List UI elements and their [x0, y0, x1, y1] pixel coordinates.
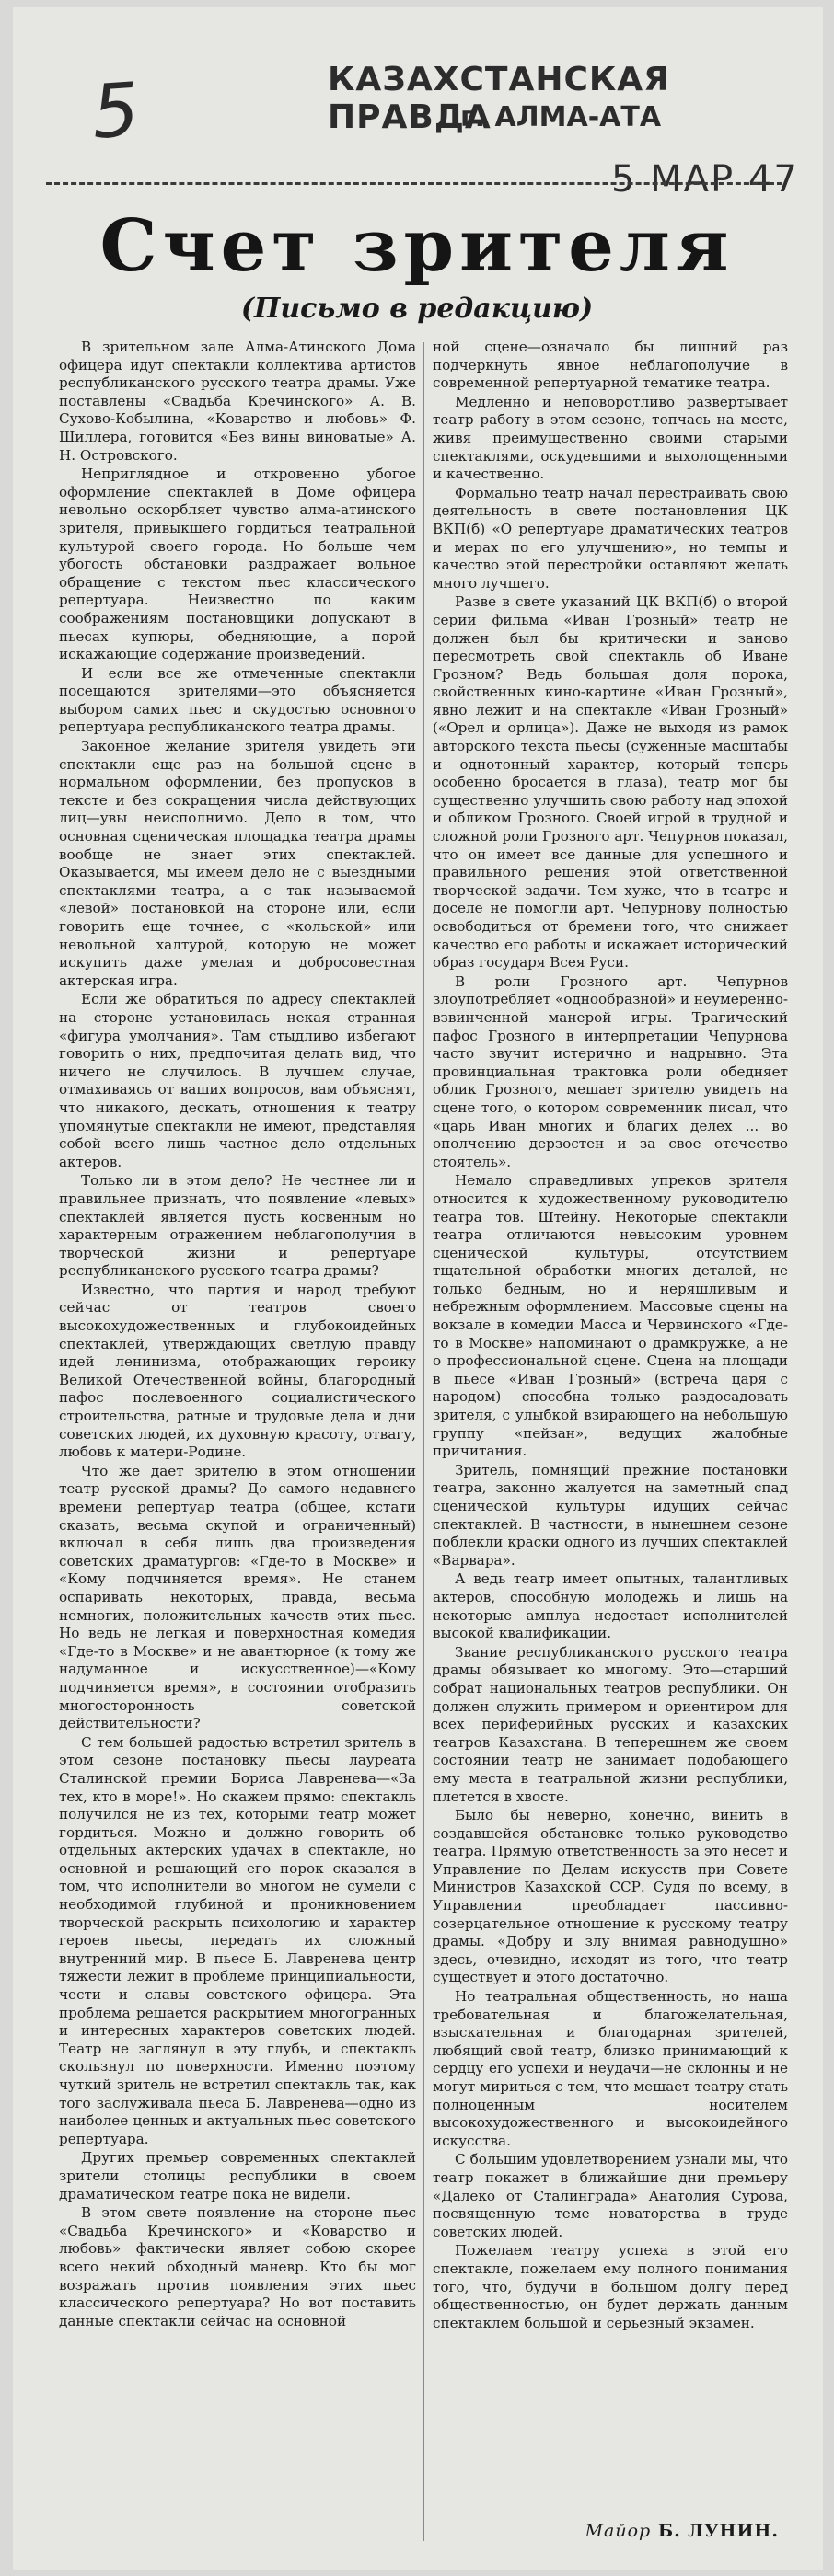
paragraph: Если же обратиться по адресу спектаклей на стороне установилась некая странная «фигура умолчания». Там стыдливо избегают говорить о них, предпочитая делать вид, что ничего не случилось. В лучшем случае, отмахиваясь от ваших вопросов, вам объяснят, что никакого, дескать, отношения к театру упомянутые спектакли не имеют, представляя собой всего лишь частное дело отдельных актеров.	[59, 991, 416, 1170]
paragraph: Немало справедливых упреков зрителя относится к художественному руководителю театра тов. Штейну. Некоторые спектакли театра отличаются невысоким уровнем сценической культуры, отсутствием тщательной обработки многих деталей, не только бедным, но и неряшливым и небрежным оформлением. Массовые сцены на вокзале в комедии Масса и Червинского «Где-то в Москве» напоминают о драмкружке, а не о профессиональной сцене. Сцена на площади в пьесе «Иван Грозный» (встреча царя с народом) способна только раздосадовать зрителя, с улыбкой взирающего на небольшую группу «пейзан», ведущих жалобные причитания.	[433, 1172, 788, 1460]
column-divider	[423, 342, 424, 2541]
city-label: г. АЛМА-АТА	[460, 101, 662, 133]
paragraph: Зритель, помнящий прежние постановки театра, законно жалуется на заметный спад сценической культуры идущих сейчас спектаклей. В частности, в нынешнем сезоне поблекли краски одного из лучших спектаклей «Варвара».	[433, 1461, 788, 1569]
paragraph: В роли Грозного арт. Чепурнов злоупотребляет «однообразной» и неумеренно-взвинченной манерой игры. Трагический пафос Грозного в интерпретации Чепурнова часто звучит истерично и надрывно. Эта провинциальная трактовка роли обедняет облик Грозного, мешает зрителю увидеть на сцене того, о котором современник писал, что «царь Иван многих и благих делех ... во ополчению дерзостен и за свое отечество стоятель».	[433, 972, 788, 1170]
article-subtitle: (Письмо в редакцию)	[240, 293, 594, 325]
paragraph: С большим удовлетворением узнали мы, что театр покажет в ближайшие дни премьеру «Далеко от Сталинграда» Анатолия Сурова, посвященную теме новаторства в труде советских людей.	[433, 2151, 788, 2240]
paragraph: А ведь театр имеет опытных, талантливых актеров, способную молодежь и лишь на некоторые амплуа недостает исполнителей высокой квалификации.	[433, 1570, 788, 1642]
paragraph: В зрительном зале Алма-Атинского Дома офицера идут спектакли коллектива артистов республиканского русского театра драмы. Уже поставлены «Свадьба Кречинского» А. В. Сухово-Кобылина, «Коварство и любовь» Ф. Шиллера, готовится «Без вины виноватые» А. Н. Островского.	[59, 339, 416, 464]
paragraph: С тем большей радостью встретил зритель в этом сезоне постановку пьесы лауреата Сталинской премии Бориса Лавренева—«За тех, кто в море!». Но скажем прямо: спектакль получился не из тех, которыми театр может гордиться. Можно и должно говорить об отдельных актерских удачах в спектакле, но основной и решающий его порок сказался в том, что исполнители во многом не сумели с необходимой глубиной и проникновением творческой раскрыть психологию и характер героев пьесы, передать их сложный внутренний мир. В пьесе Б. Лавренева центр тяжести лежит в проблеме принципиальности, чести и славы советского офицера. Эта проблема решается раскрытием многогранных и интересных характеров советских людей. Театр не заглянул в эту глубь, и спектакль скользнул по поверхности. Именно поэтому чуткий зритель не встретил спектакль так, как того заслуживала пьеса Б. Лавренева—одно из наиболее ценных и актуальных пьес советского репертуара.	[59, 1733, 416, 2147]
paragraph: Медленно и неповоротливо развертывает театр работу в этом сезоне, топчась на месте, живя преимущественно своими старыми спектаклями, оскудевшими и выхолощенными и качественно.	[433, 393, 788, 483]
author-name: Б. ЛУНИН.	[657, 2521, 779, 2541]
article-title: Счет зрителя	[99, 204, 735, 288]
paragraph: И если все же отмеченные спектакли посещаются зрителями—это объясняется выбором самих пьес и скудостью основного репертуара республиканского театра драмы.	[59, 664, 416, 736]
author-signature	[585, 2521, 779, 2541]
paragraph: Звание республиканского русского театра драмы обязывает ко многому. Это—старший собрат национальных театров республики. Он должен служить примером и ориентиром для всех периферийных русских и казахских театров Казахстана. В теперешнем же своем состоянии театр не занимает подобающего ему места в театральной жизни республики, плетется в хвосте.	[433, 1643, 788, 1805]
right-column	[433, 339, 788, 2333]
paragraph: Законное желание зрителя увидеть эти спектакли еще раз на большой сцене в нормальном оформлении, без пропусков в тексте и без сокращения числа действующих лиц—увы неисполнимо. Дело в том, что основная сценическая площадка театра драмы вообще не знает этих спектаклей. Оказывается, мы имеем дело не с выездными спектаклями театра, а с так называемой «левой» постановкой на стороне или, если говорить еще точнее, с «кольской» или невольной халтурой, которую не может искупить даже умелая и добросовестная актерская игра.	[59, 738, 416, 989]
paragraph: Было бы неверно, конечно, винить в создавшейся обстановке только руководство театра. Прямую ответственность за это несет и Управление по Делам искусств при Совете Министров Казахской ССР. Судя по всему, в Управлении преобладает пассивно-созерцательное отношение к русскому театру драмы. «Добру и злу внимая равнодушно» здесь, очевидно, исходят из того, что театр существует и этого достаточно.	[433, 1807, 788, 1986]
author-rank: Майор	[585, 2521, 652, 2541]
paragraph: Разве в свете указаний ЦК ВКП(б) о второй серии фильма «Иван Грозный» театр не должен был бы критически и заново пересмотреть свой спектакль об Иване Грозном? Ведь большая доля порока, свойственных кино-картине «Иван Грозный», явно лежит и на спектакле «Иван Грозный» («Орел и орлица»). Даже не выходя из рамок авторского текста пьесы (суженные масштабы и однотонный характер, который теперь особенно бросается в глаза), театр мог бы существенно улучшить свою работу над эпохой и обликом Грозного. Своей игрой в трудной и сложной роли Грозного арт. Чепурнов показал, что он имеет все данные для успешного и правильного решения этой ответственной творческой задачи. Тем хуже, что в театре и доселе не помогли арт. Чепурнову полностью освободиться от бремени того, что снижает качество его работы и искажает исторический образ государя Всея Руси.	[433, 593, 788, 972]
paragraph: Неприглядное и откровенно убогое оформление спектаклей в Доме офицера невольно оскорбляет чувство алма-атинского зрителя, привыкшего гордиться театральной культурой своего города. Но больше чем убогость обстановки раздражает вольное обращение с текстом пьес классического репертуара. Неизвестно по каким соображениям постановщики допускают в пьесах купюры, обедняющие, а порой искажающие содержание произведений.	[59, 466, 416, 663]
date-stamp: 5 МАР 47	[611, 158, 799, 201]
left-column	[59, 339, 416, 2331]
paragraph: ной сцене—означало бы лишний раз подчеркнуть явное неблагополучие в современной репертуарной тематике театра.	[433, 339, 788, 392]
paragraph: Известно, что партия и народ требуют сейчас от театров своего высокохудожественных и глубокоидейных спектаклей, утверждающих светлую правду идей ленинизма, отображающих героику Великой Отечественной войны, благородный пафос послевоенного социалистического строительства, ратные и трудовые дела и дни советских людей, их духовную красоту, отвагу, любовь к матери-Родине.	[59, 1281, 416, 1461]
paragraph: Но театральная общественность, но наша требовательная и благожелательная, взыскательная и благодарная зрителей, любящий свой театр, близко принимающий к сердцу его успехи и неудачи—не склонны и не могут мириться с тем, что мешает театру стать полноценным носителем высокохудожественного и высокоидейного искусства.	[433, 1988, 788, 2149]
paragraph: Других премьер современных спектаклей зрители столицы республики в своем драматическом театре пока не видели.	[59, 2149, 416, 2202]
paragraph: Только ли в этом дело? Не честнее ли и правильнее признать, что появление «левых» спектаклей является пусть косвенным но характерным отражением неблагополучия в творческой жизни и репертуаре республиканского русского театра драмы?	[59, 1172, 416, 1280]
paragraph: Формально театр начал перестраивать свою деятельность в свете постановления ЦК ВКП(б) «О репертуаре драматических театров и мерах по его улучшению», но темпы и качество этой перестройки оставляют желать много лучшего.	[433, 484, 788, 592]
handwritten-page-number: 5	[88, 66, 143, 155]
paragraph: Пожелаем театру успеха в этой его спектакле, пожелаем ему полного понимания того, что, будучи в большом долгу перед общественностью, он будет держать данным спектаклем большой и серьезный экзамен.	[433, 2242, 788, 2331]
header-divider	[46, 182, 782, 185]
paragraph: Что же дает зрителю в этом отношении театр русской драмы? До самого недавнего времени репертуар театра (общее, кстати сказать, весьма скупой и ограниченный) включал в себя лишь два произведения советских драматургов: «Где-то в Москве» и «Кому подчиняется время». Не станем оспаривать некоторых, правда, весьма немногих, положительных качеств этих пьес. Но ведь не легкая и поверхностная комедия «Где-то в Москве» и не авантюрное (к тому же надуманное и искусственное)—«Кому подчиняется время», в состоянии отобразить многосторонность советской действительности?	[59, 1462, 416, 1732]
paragraph: В этом свете появление на стороне пьес «Свадьба Кречинского» и «Коварство и любовь» фактически являет собою скорее всего некий обходный маневр. Кто бы мог возражать против появления этих пьес классического репертуара? Но вот поставить данные спектакли сейчас на основной	[59, 2204, 416, 2329]
newspaper-name: КАЗАХСТАНСКАЯ ПРАВДА	[328, 61, 670, 136]
